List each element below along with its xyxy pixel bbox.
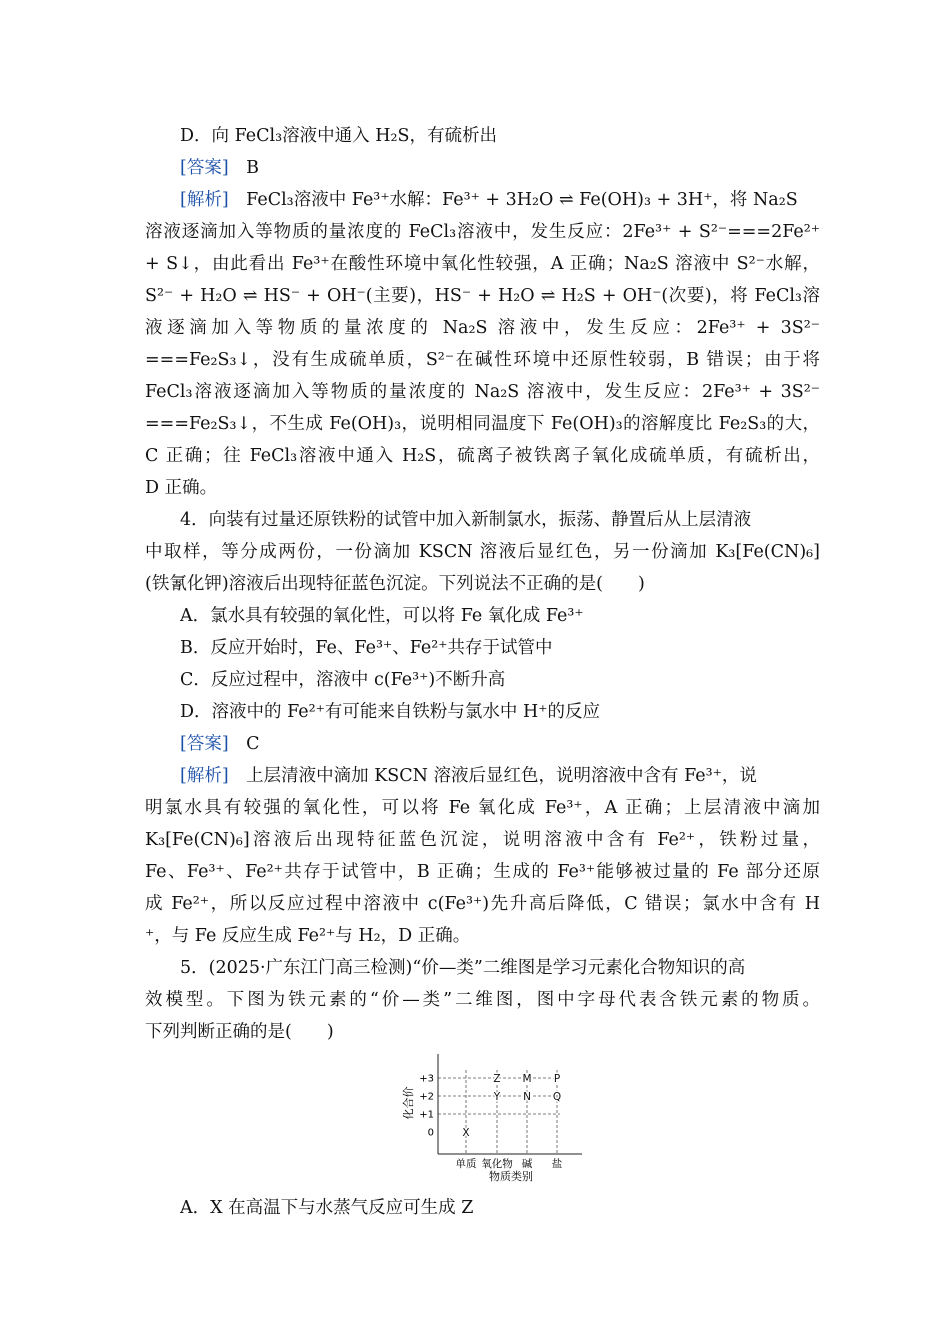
q4-stem-line-3: (铁氰化钾)溶液后出现特征蓝色沉淀。下列说法不正确的是( ): [145, 574, 645, 594]
y-tick-label: +1: [419, 1109, 434, 1121]
x-tick-label: 单质: [455, 1158, 477, 1170]
q4-answer-line: [180, 733, 855, 755]
point-label-Y: Y: [493, 1091, 501, 1103]
q4-option-d: D．溶液中的 Fe²⁺有可能来自铁粉与氯水中 H⁺的反应: [180, 702, 600, 722]
question-3-option-d: D．向 FeCl₃溶液中通入 H₂S，有硫析出: [180, 126, 497, 146]
q5-stem-line-2: 效模型。下图为铁元素的“价—类”二维图，图中字母代表含铁元素的物质。: [145, 990, 820, 1010]
q3-analysis-line-9: C 正确；往 FeCl₃溶液中通入 H₂S，硫离子被铁离子氧化成硫单质，有硫析出，: [145, 446, 820, 466]
answer-tag: [答案]: [180, 158, 229, 178]
q4-analysis-line-6: ⁺，与 Fe 反应生成 Fe²⁺与 H₂，D 正确。: [145, 926, 471, 946]
q4-analysis-line-3: K₃[Fe(CN)₆]溶液后出现特征蓝色沉淀，说明溶液中含有 Fe²⁺，铁粉过量，: [145, 830, 820, 850]
q5-stem-line-3: 下列判断正确的是( ): [145, 1022, 334, 1042]
analysis-text: 上层清液中滴加 KSCN 溶液后显红色，说明溶液中含有 Fe³⁺，说: [246, 766, 757, 786]
q3-analysis-line-5: 液逐滴加入等物质的量浓度的 Na₂S 溶液中，发生反应：2Fe³⁺ + 3S²⁻: [145, 318, 820, 338]
point-label-M: M: [522, 1073, 532, 1085]
y-tick-label: 0: [427, 1127, 434, 1139]
y-tick-label: +3: [419, 1073, 434, 1085]
point-label-X: X: [462, 1127, 470, 1139]
analysis-text: FeCl₃溶液中 Fe³⁺水解：Fe³⁺ + 3H₂O ⇌ Fe(OH)₃ + 3H⁺，将 Na₂S: [246, 190, 798, 210]
q4-analysis-line-5: 成 Fe²⁺，所以反应过程中溶液中 c(Fe³⁺)先升高后降低，C 错误；氯水中含有 H: [145, 894, 820, 914]
q3-analysis-line-4: S²⁻ + H₂O ⇌ HS⁻ + OH⁻(主要)，HS⁻ + H₂O ⇌ H₂S + OH⁻(次要)，将 FeCl₃溶: [145, 286, 820, 306]
answer-value: B: [246, 158, 260, 178]
point-label-N: N: [523, 1091, 531, 1103]
q3-analysis-line-3: + S↓，由此看出 Fe³⁺在酸性环境中氧化性较强，A 正确；Na₂S 溶液中 S²⁻水解，: [145, 254, 820, 274]
point-label-Q: Q: [552, 1091, 562, 1103]
q4-stem-line-1: 4．向装有过量还原铁粉的试管中加入新制氯水，振荡、静置后从上层清液: [180, 510, 752, 530]
q5-stem-line-1: 5．(2025·广东江门高三检测)“价—类”二维图是学习元素化合物知识的高: [180, 958, 746, 978]
x-tick-label: 盐: [551, 1158, 563, 1170]
q3-analysis-line-2: 溶液逐滴加入等物质的量浓度的 FeCl₃溶液中，发生反应：2Fe³⁺ + S²⁻===2Fe²⁺: [145, 222, 820, 242]
q4-option-c: C．反应过程中，溶液中 c(Fe³⁺)不断升高: [180, 670, 506, 690]
q4-analysis-line-2: 明氯水具有较强的氧化性，可以将 Fe 氧化成 Fe³⁺，A 正确；上层清液中滴加: [145, 798, 820, 818]
q3-analysis-line-1: [180, 189, 855, 211]
answer-value: C: [246, 734, 260, 754]
x-tick-label: 氧化物: [481, 1158, 513, 1170]
q4-analysis-line-1: [180, 765, 820, 787]
answer-tag: [答案]: [180, 734, 229, 754]
analysis-tag: [解析]: [180, 190, 229, 210]
q3-analysis-line-6: ===Fe₂S₃↓，没有生成硫单质，S²⁻在碱性环境中还原性较弱，B 错误；由于将: [145, 350, 820, 370]
q4-analysis-line-4: Fe、Fe³⁺、Fe²⁺共存于试管中，B 正确；生成的 Fe³⁺能够被过量的 Fe 部分还原: [145, 862, 820, 882]
x-tick-label: 碱: [521, 1158, 533, 1170]
q3-answer-line: [180, 157, 855, 179]
point-label-P: P: [553, 1073, 561, 1085]
y-axis-title: 化合价: [402, 1086, 415, 1120]
x-axis-title: 物质类别: [489, 1170, 533, 1183]
q4-option-b: B．反应开始时，Fe、Fe³⁺、Fe²⁺共存于试管中: [180, 638, 553, 658]
analysis-tag: [解析]: [180, 766, 229, 786]
y-tick-label: +2: [419, 1091, 434, 1103]
q3-analysis-line-10: D 正确。: [145, 478, 218, 498]
q3-analysis-line-8: ===Fe₂S₃↓，不生成 Fe(OH)₃，说明相同温度下 Fe(OH)₃的溶解度比 Fe₂S₃的大，: [145, 414, 820, 434]
q3-analysis-line-7: FeCl₃溶液逐滴加入等物质的量浓度的 Na₂S 溶液中，发生反应：2Fe³⁺ + 3S²⁻: [145, 382, 820, 402]
q5-option-a: A．X 在高温下与水蒸气反应可生成 Z: [180, 1198, 474, 1218]
valence-class-diagram: [400, 1048, 590, 1188]
q4-option-a: A．氯水具有较强的氧化性，可以将 Fe 氧化成 Fe³⁺: [180, 606, 584, 626]
point-label-Z: Z: [493, 1073, 501, 1085]
q4-stem-line-2: 中取样，等分成两份，一份滴加 KSCN 溶液后显红色，另一份滴加 K₃[Fe(CN)₆]: [145, 542, 820, 562]
